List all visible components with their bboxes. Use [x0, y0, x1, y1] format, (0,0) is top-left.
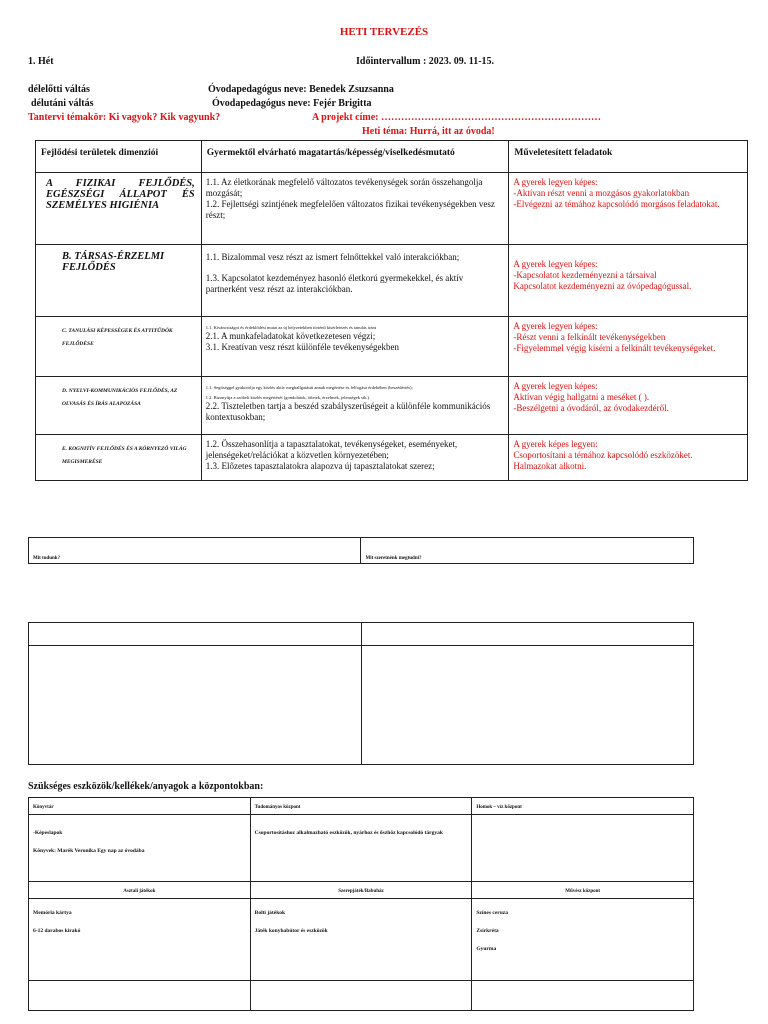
behavior-item-small: 1.1. Segítséggel gyakorolja egy közlés aktív meghallgatását annak megértése és felfogása érdekében (beszédértés); — [205, 385, 413, 390]
task-item: -Beszélgetni a óvodáról, az óvodakezdéről. — [513, 403, 669, 413]
science-items — [250, 815, 472, 882]
weekly-theme: Heti téma: Hurrá, itt az óvoda! — [362, 126, 495, 137]
behavior-cell — [201, 245, 509, 317]
task-item: A gyerek legyen képes: — [513, 321, 598, 331]
task-item: -Figyelemmel végig kísérni a felkínált tevékenységeket. — [513, 343, 716, 353]
table-row — [36, 173, 748, 245]
teacher-name-2: Fejér Brigitta — [313, 98, 372, 109]
tasks-cell — [509, 173, 748, 245]
task-item: -Kapcsolatot kezdeményezni a társaival — [513, 270, 657, 280]
task-item: A gyerek legyen képes: — [513, 177, 598, 187]
behavior-item-small: 1.2. Bizonyítja a szóbeli közlés megértését (gondolatok, ötletek, érzelmek, jelenségek stb.). — [205, 395, 371, 400]
behavior-item: 1.2. Fejlettségi szintjének megfelelően változatos fizikai tevékenységekben vesz részt; — [205, 199, 495, 220]
col-header-behavior: Gyermektől elvárható magatartás/képesség/viselkedésmutató — [201, 141, 509, 173]
list-item: Gyurma — [476, 946, 497, 952]
list-item: Színes ceruza — [476, 910, 508, 916]
dimension-e: E. KOGNITÍV FEJLŐDÉS ÉS A KÖRNYEZŐ VILÁG MEGISMERÉSE — [36, 435, 202, 481]
behavior-item: 1.3. Előzetes tapasztalatokra alapozva új tapasztalatokat szerez; — [205, 461, 435, 471]
list-item: Memória kártya — [33, 910, 72, 916]
col-header-tasks: Műveletesített feladatok — [509, 141, 748, 173]
shift-afternoon: délutáni váltás — [31, 98, 94, 109]
list-item: -Képeslapok — [33, 830, 63, 836]
list-item: 6-12 darabos kirakó — [33, 928, 81, 934]
center-header-art: Művész központ — [472, 882, 694, 899]
dimension-d: D. NYELVI-KOMMUNIKÁCIÓS FEJLŐDÉS, AZ OLVASÁS ÉS ÍRÁS ALAPOZÁSA — [36, 377, 202, 435]
teacher-1 — [208, 84, 394, 95]
task-item: -Elvégezni az témához kapcsolódó morgásos feladatokat. — [513, 199, 720, 209]
task-item: Kapcsolatot kezdeményezni az óvópedagógussal. — [513, 281, 692, 291]
behavior-cell — [201, 317, 509, 377]
behavior-item: 2.1. A munkafeladatokat következetesen végzi; — [205, 331, 376, 341]
blank-cell — [361, 623, 694, 646]
center-header-science: Tudományos központ — [250, 798, 472, 815]
teacher-name-1: Benedek Zsuzsanna — [309, 84, 394, 95]
blank-cell — [29, 623, 362, 646]
teacher-2 — [212, 98, 372, 109]
center-header-sand-water: Homok – víz központ — [472, 798, 694, 815]
behavior-item-small: 1.1. Kíváncsiságot és érdeklődést mutat az új helyzetekben történő kísérletezés és tanulás iránt — [205, 325, 376, 330]
task-item: A gyerek képes legyen: — [513, 439, 598, 449]
center-header-library: Könyvtár — [29, 798, 251, 815]
what-we-want-to-know: Mit szeretnénk megtudni? — [361, 538, 694, 564]
task-item: Csoportosítani a témához kapcsolódó eszközöket. — [513, 450, 693, 460]
know-want-table — [28, 537, 694, 564]
dimension-a: A FIZIKAI FEJLŐDÉS, EGÉSZSÉGI ÁLLAPOT ÉS SZEMÉLYES HIGIÉNIA — [36, 173, 202, 245]
col-header-dimensions: Fejlődési területek dimenziói — [36, 141, 202, 173]
behavior-item: 1.3. Kapcsolatot kezdeményez hasonló életkorú gyermekekkel, és aktív partnerként vesz részt az interakciókban. — [205, 273, 464, 294]
page-title: HETI TERVEZÉS — [339, 26, 429, 38]
blank-cell — [29, 646, 362, 765]
blank-cell — [250, 981, 472, 1011]
task-item: -Aktívan részt venni a mozgásos gyakorlatokban — [513, 188, 690, 198]
behavior-cell — [201, 435, 509, 481]
interval-value: 2023. 09. 11-15. — [428, 56, 495, 67]
center-header-role-play: Szerepjáték/Babuház — [250, 882, 472, 899]
list-item: Csoportosításhoz alkalmazható eszközök, nyárhoz és őszhöz kapcsolódó tárgyak — [254, 830, 443, 836]
task-item: A gyerek legyen képes: — [513, 381, 598, 391]
role-play-items — [250, 899, 472, 981]
art-items — [472, 899, 694, 981]
task-item: Aktívan végig hallgatni a meséket ( ). — [513, 392, 650, 402]
blank-cell — [361, 646, 694, 765]
blank-table — [28, 622, 694, 765]
sand-water-items — [472, 815, 694, 882]
task-item: A gyerek legyen képes: — [513, 259, 598, 269]
supplies-table — [28, 797, 694, 1011]
blank-cell — [29, 981, 251, 1011]
table-row — [36, 377, 748, 435]
table-row — [36, 435, 748, 481]
supplies-title: Szükséges eszközök/kellékek/anyagok a központokban: — [28, 781, 264, 792]
interval-label: Időintervallum : — [356, 56, 427, 67]
tasks-cell — [509, 317, 748, 377]
list-item: Bolti játékok — [254, 910, 286, 916]
teacher-label-1: Óvodapedagógus neve: — [208, 84, 307, 95]
task-item: -Részt venni a felkínált tevékenységekben — [513, 332, 666, 342]
shift-morning: délelőtti váltás — [28, 84, 90, 95]
behavior-cell — [201, 377, 509, 435]
center-header-table-games: Asztali játékok — [29, 882, 251, 899]
behavior-item: 3.1. Kreatívan vesz részt különféle tevékenységekben — [205, 342, 399, 352]
list-item: Zsírkréta — [476, 928, 499, 934]
behavior-item: 1.1. Az életkorának megfelelő változatos tevékenységek során összehangolja mozgását; — [205, 177, 483, 198]
behavior-item: 2.2. Tiszteletben tartja a beszéd szabályszerűségeit a különféle kommunikációs kontextusokban; — [205, 401, 491, 422]
table-row — [36, 317, 748, 377]
list-item: Könyvek: Marék Veronika Egy nap az óvodába — [33, 848, 145, 854]
behavior-item: 1.2. Összehasonlítja a tapasztalatokat, tevékenységeket, eseményeket, jelenségeket/relációkat a közvetlen környezetében; — [205, 439, 458, 460]
curriculum-theme: Tantervi témakör: Ki vagyok? Kik vagyunk? — [28, 112, 221, 123]
dimension-b: B. TÁRSAS-ÉRZELMI FEJLŐDÉS — [36, 245, 202, 317]
library-items — [29, 815, 251, 882]
interval — [356, 56, 494, 67]
what-we-know: Mit tudunk? — [29, 538, 361, 564]
table-row — [36, 245, 748, 317]
tasks-cell — [509, 377, 748, 435]
week-label: 1. Hét — [28, 56, 54, 67]
development-table — [35, 140, 748, 481]
tasks-cell — [509, 245, 748, 317]
behavior-item: 1.1. Bizalommal vesz részt az ismert felnőttekkel való interakciókban; — [205, 252, 460, 262]
table-games-items — [29, 899, 251, 981]
blank-cell — [472, 981, 694, 1011]
teacher-label-2: Óvodapedagógus neve: — [212, 98, 311, 109]
table-header-row — [36, 141, 748, 173]
dimension-c: C. TANULÁSI KÉPESSÉGEK ÉS ATTITŰDÖK FEJLŐDÉSE — [36, 317, 202, 377]
task-item: Halmazokat alkotni. — [513, 461, 587, 471]
project-title: A projekt címe: ………………………………………………………… — [312, 112, 601, 123]
list-item: Játék konyhabútor és eszközök — [254, 928, 328, 934]
behavior-cell — [201, 173, 509, 245]
tasks-cell — [509, 435, 748, 481]
